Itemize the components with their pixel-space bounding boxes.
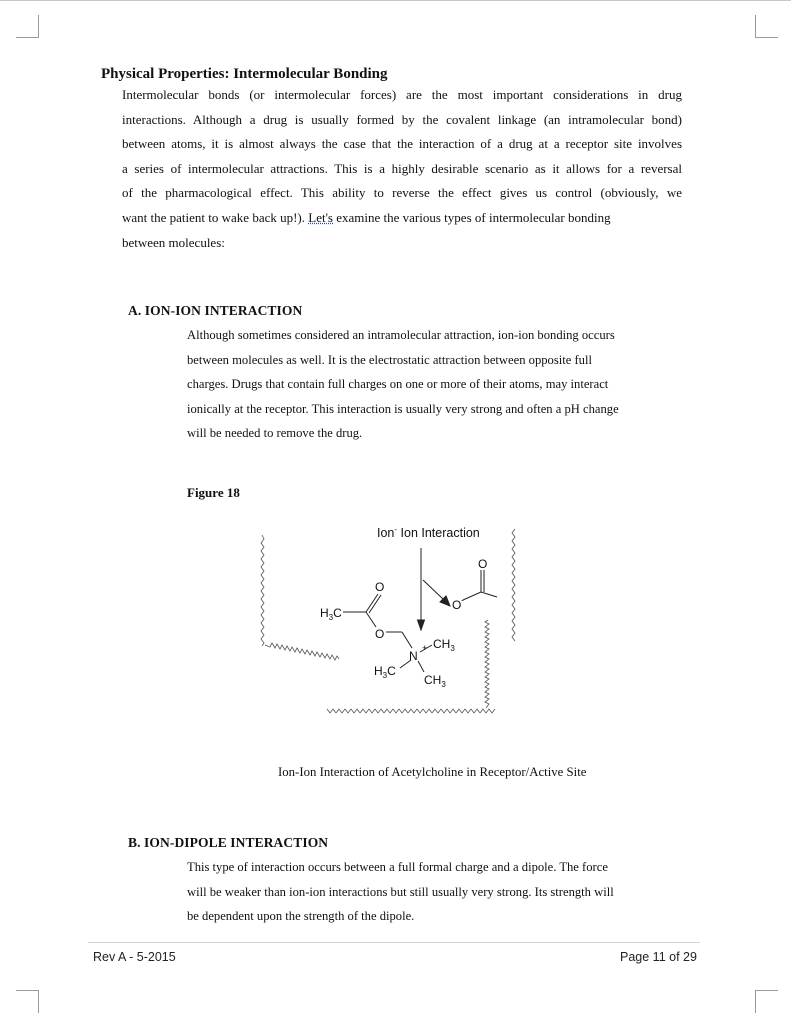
figure-label: Figure 18 [187, 485, 240, 500]
paragraph-line: will be needed to remove the drug. [187, 426, 363, 441]
atom-h3c-left [320, 606, 342, 622]
atom-n-charge: + [422, 643, 428, 653]
intro-line: between atoms, it is almost always the case that the interaction of a drug at a receptor site involves [122, 136, 682, 152]
atom-h3c-bottom: $H_3C$ [374, 664, 396, 680]
intro-line: interactions. Although a drug is usually formed by the covalent linkage (an intramolecular bond) [122, 111, 682, 127]
paragraph-line: Although sometimes considered an intramolecular attraction, ion-ion bonding occurs [187, 328, 615, 342]
footer-divider [88, 942, 700, 943]
intro-line: a series of intermolecular attractions. This is a highly desirable scenario as it allows for a reversal [122, 160, 682, 176]
diagram-title [377, 525, 480, 540]
spellcheck-word: Let's [308, 209, 333, 225]
paragraph-line: charges. Drugs that contain full charges on one or more of their atoms, may interact [187, 377, 609, 392]
receptor-pocket-outline [261, 529, 515, 713]
section-a-heading: A. ION-ION INTERACTION [128, 303, 303, 318]
intro-line: between molecules: [122, 234, 225, 250]
atom-h3c-left-text: $H_3C$ [320, 606, 342, 622]
atom-n: N [409, 649, 418, 663]
atom-o-carbonyl-right: O [478, 557, 488, 571]
intro-line: of the pharmacological effect. This ability to reverse the effect gives us control (obviously, we [122, 185, 682, 201]
intro-line-part: examine the various types of intermolecular bonding [336, 209, 611, 225]
paragraph-line: ionically at the receptor. This interaction is usually very strong and often a pH change [187, 401, 619, 416]
footer-revision: Rev A - 5-2015 [93, 950, 176, 964]
paragraph-line: between molecules as well. It is the electrostatic attraction between opposite full [187, 352, 592, 367]
atom-ch3-bottom: $CH_3$ [424, 673, 446, 689]
interaction-arrows [418, 548, 451, 630]
section-b-paragraph [187, 855, 614, 929]
intro-line: Intermolecular bonds (or intermolecular forces) are the most important considerations in drug [122, 87, 682, 102]
atom-o-carbonyl-left: O [375, 580, 385, 594]
diagram-title-ion: Ion [377, 526, 395, 540]
section-title: Physical Properties: Intermolecular Bonding [101, 66, 388, 82]
atom-o-minus-charge: - [461, 595, 464, 605]
paragraph-line: be dependent upon the strength of the dipole. [187, 909, 415, 924]
diagram-title-rest: Ion Interaction [397, 526, 480, 540]
atom-o-ester: O [375, 627, 385, 641]
footer-page-number: Page 11 of 29 [620, 950, 697, 964]
section-b-heading: B. ION-DIPOLE INTERACTION [128, 835, 329, 850]
atom-o-minus: O [452, 598, 462, 612]
intro-line-part: want the patient to wake back up!). [122, 209, 306, 225]
paragraph-line: This type of interaction occurs between a full formal charge and a dipole. The force [187, 860, 608, 874]
paragraph-line: will be weaker than ion-ion interactions but still usually very strong. Its strength will [187, 884, 614, 899]
atom-ch3-right: $CH_3$ [433, 637, 455, 653]
diagram-title-superscript: - [394, 525, 398, 534]
figure-caption: Ion-Ion Interaction of Acetylcholine in Receptor/Active Site [278, 765, 587, 779]
